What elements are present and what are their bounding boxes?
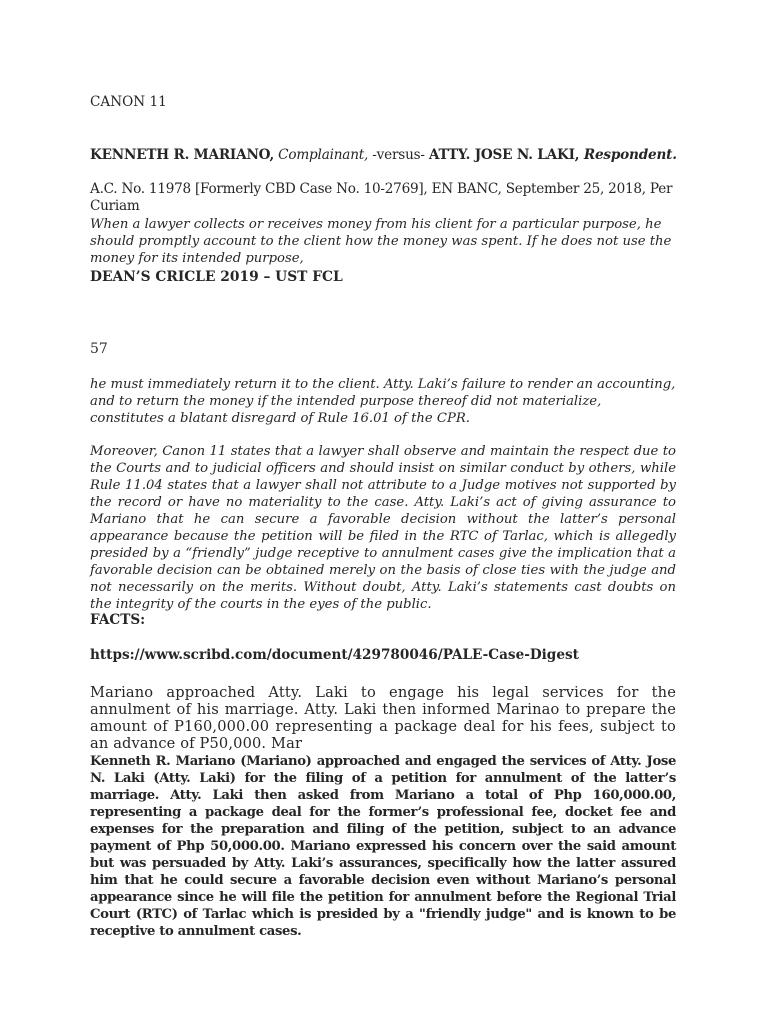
versus-text: -versus-: [368, 147, 429, 163]
facts-heading: FACTS:: [90, 612, 146, 628]
respondent-role: Respondent.: [579, 147, 677, 163]
footer-label: DEAN’S CRICLE 2019 – UST FCL: [90, 269, 343, 285]
case-citation: A.C. No. 11978 [Formerly CBD Case No. 10-2769], EN BANC, September 25, 2018, Per Curiam: [90, 181, 673, 214]
doctrine-part-1: When a lawyer collects or receives money from his client for a particular purpose, he should promptly account to the client how the money was spent. If he does not use the money for its intended purpose,: [90, 217, 672, 266]
complainant-role: Complainant,: [274, 147, 369, 163]
doctrine-part-2: he must immediately return it to the client. Atty. Laki’s failure to render an accounting, and to return the money if the intended purpose thereof did not materialize, constitutes a blatant disregard of Rule 16.01 of the CPR.: [90, 377, 676, 426]
case-title: [90, 147, 690, 163]
canon-heading: CANON 11: [90, 94, 167, 110]
complainant-name: KENNETH R. MARIANO,: [90, 147, 275, 163]
facts-summary: Mariano approached Atty. Laki to engage his legal services for the annulment of his marriage. Atty. Laki then informed Marinao to prepare the amount of P160,000.00 representing a package deal for his fees, subject to an advance of P50,000. Mar: [90, 684, 676, 752]
doctrine-part-3: Moreover, Canon 11 states that a lawyer shall observe and maintain the respect due to the Courts and to judicial officers and should insist on similar conduct by others, while Rule 11.04 states that a lawyer shall not attribute to a Judge motives not supported by the record or have no materiality to the case. Atty. Laki’s act of giving assurance to Mariano that he can secure a favorable decision without the latter’s personal appearance because the petition will be filed in the RTC of Tarlac, which is allegedly presided by a “friendly” judge receptive to annulment cases give the implication that a favorable decision can be obtained merely on the basis of close ties with the judge and not necessarily on the merits. Without doubt, Atty. Laki’s statements cast doubts on the integrity of the courts in the eyes of the public.: [90, 444, 676, 612]
facts-detail: Kenneth R. Mariano (Mariano) approached and engaged the services of Atty. Jose N. Laki (Atty. Laki) for the filing of a petition for annulment of the latter’s marriage. Atty. Laki then asked from Mariano a total of Php 160,000.00, representing a package deal for the former’s professional fee, docket fee and expenses for the preparation and filing of the petition, subject to an advance payment of Php 50,000.00. Mariano expressed his concern over the said amount but was persuaded by Atty. Laki’s assurances, specifically how the latter assured him that he could secure a favorable decision even without Mariano’s personal appearance since he will file the petition for annulment before the Regional Trial Court (RTC) of Tarlac which is presided by a "friendly judge" and is known to be receptive to annulment cases.: [90, 754, 676, 939]
respondent-name: ATTY. JOSE N. LAKI,: [428, 147, 580, 163]
facts-url: https://www.scribd.com/document/429780046/PALE-Case-Digest: [90, 647, 579, 663]
page-number: 57: [90, 341, 108, 357]
